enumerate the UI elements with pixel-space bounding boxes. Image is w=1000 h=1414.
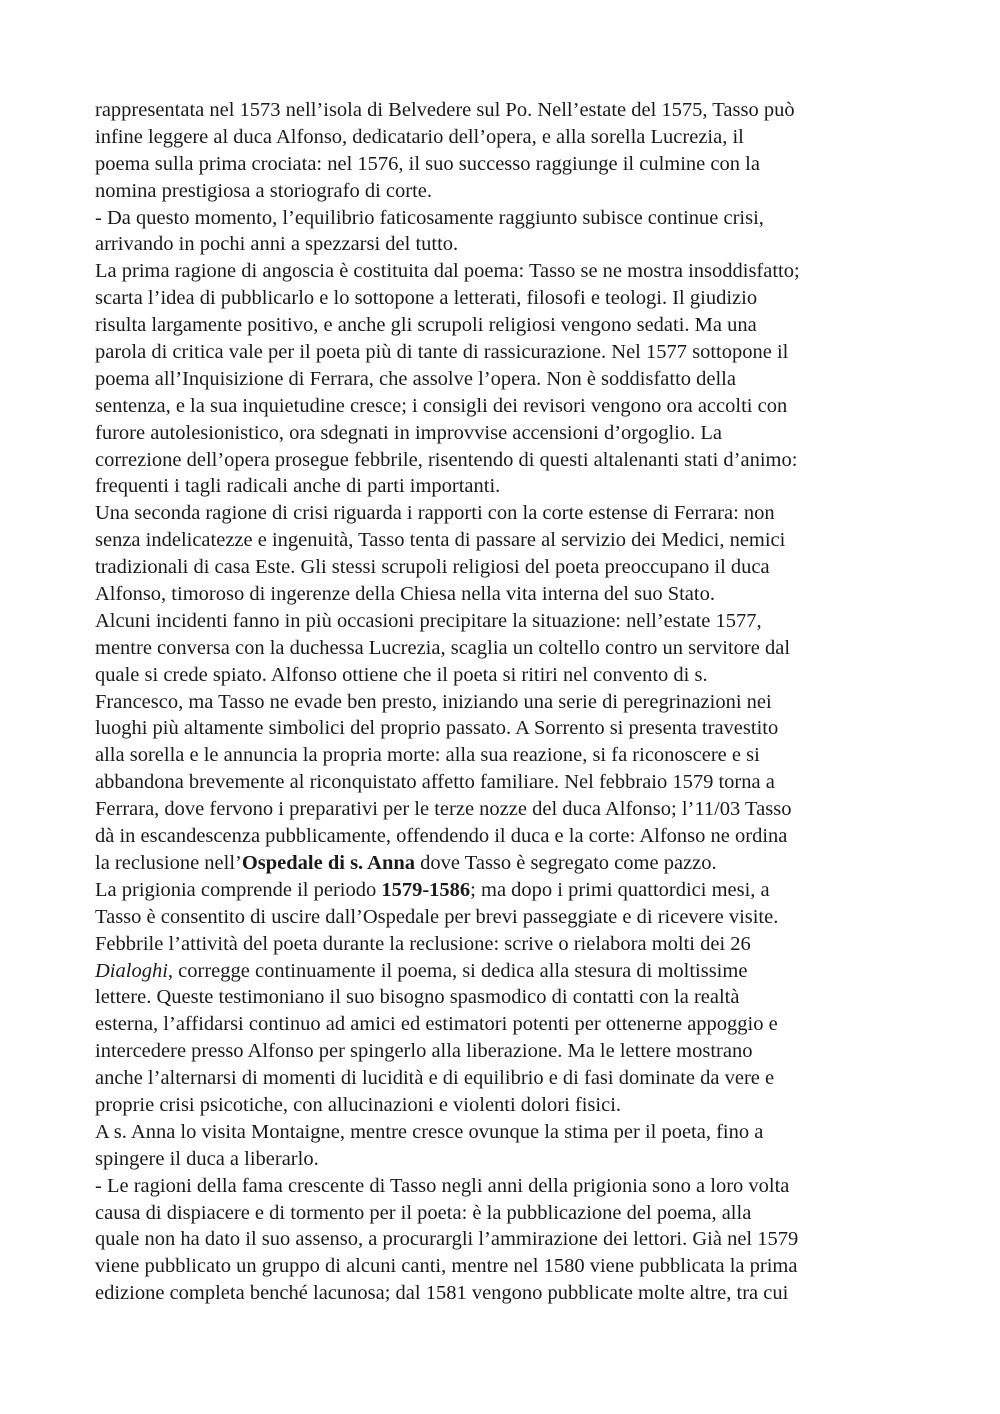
text-line: parola di critica vale per il poeta più di tante di rassicurazione. Nel 1577 sottopone il bbox=[95, 341, 789, 364]
text-line: Febbrile l’attività del poeta durante la reclusione: scrive o rielabora molti dei 26 bbox=[95, 932, 751, 955]
text-line: Ferrara, dove fervono i preparativi per le terze nozze del duca Alfonso; l’11/03 Tasso bbox=[95, 798, 792, 821]
text-span: dove Tasso è segregato come pazzo. bbox=[415, 851, 717, 874]
text-line: proprie crisi psicotiche, con allucinazioni e violenti dolori fisici. bbox=[95, 1093, 622, 1116]
text-line: rappresentata nel 1573 nell’isola di Belvedere sul Po. Nell’estate del 1575, Tasso può bbox=[95, 99, 795, 121]
text-line: senza indelicatezze e ingenuità, Tasso tenta di passare al servizio dei Medici, nemici bbox=[95, 529, 786, 552]
text-line: Tasso è consentito di uscire dall’Ospedale per brevi passeggiate e di ricevere visite. bbox=[95, 905, 779, 928]
text-span: La prigionia comprende il periodo bbox=[95, 878, 382, 901]
text-line: La prima ragione di angoscia è costituita dal poema: Tasso se ne mostra insoddisfatto; bbox=[95, 260, 800, 283]
text-line: anche l’alternarsi di momenti di lucidità e di equilibrio e di fasi dominate da vere e bbox=[95, 1067, 775, 1090]
text-line: correzione dell’opera prosegue febbrile, risentendo di questi altalenanti stati d’animo: bbox=[95, 448, 798, 471]
text-line: mentre conversa con la duchessa Lucrezia, scaglia un coltello contro un servitore dal bbox=[95, 636, 791, 659]
text-line: frequenti i tagli radicali anche di parti importanti. bbox=[95, 475, 501, 498]
text-line: Alfonso, timoroso di ingerenze della Chiesa nella vita interna del suo Stato. bbox=[95, 583, 715, 606]
text-line: intercedere presso Alfonso per spingerlo alla liberazione. Ma le lettere mostrano bbox=[95, 1040, 753, 1063]
text-line: esterna, l’affidarsi continuo ad amici ed estimatori potenti per ottenerne appoggio e bbox=[95, 1013, 778, 1036]
text-line: viene pubblicato un gruppo di alcuni canti, mentre nel 1580 viene pubblicata la prima bbox=[95, 1255, 798, 1278]
text-span: la reclusione nell’ bbox=[95, 851, 242, 874]
text-line: lettere. Queste testimoniano il suo bisogno spasmodico di contatti con la realtà bbox=[95, 986, 740, 1009]
text-line: nomina prestigiosa a storiografo di corte. bbox=[95, 179, 433, 202]
italic-dialoghi: Dialoghi bbox=[95, 959, 168, 982]
document-page bbox=[95, 97, 915, 1307]
text-line: A s. Anna lo visita Montaigne, mentre cresce ovunque la stima per il poeta, fino a bbox=[95, 1120, 764, 1143]
bold-period: 1579-1586 bbox=[381, 878, 471, 901]
text-span: ; ma dopo i primi quattordici mesi, a bbox=[470, 878, 770, 901]
text-line: furore autolesionistico, ora sdegnati in improvvise accensioni d’orgoglio. La bbox=[95, 421, 722, 444]
text-line-reclusione bbox=[95, 850, 915, 877]
text-line-prigionia bbox=[95, 877, 915, 904]
text-line: arrivando in pochi anni a spezzarsi del tutto. bbox=[95, 233, 459, 256]
text-line: alla sorella e le annuncia la propria morte: alla sua reazione, si fa riconoscere e si bbox=[95, 744, 760, 767]
text-line: tradizionali di casa Este. Gli stessi scrupoli religiosi del poeta preoccupano il duca bbox=[95, 556, 770, 579]
text-span: , corregge continuamente il poema, si dedica alla stesura di moltissime bbox=[167, 959, 748, 982]
text-line: luoghi più altamente simbolici del proprio passato. A Sorrento si presenta travestito bbox=[95, 717, 779, 740]
text-line: spingere il duca a liberarlo. bbox=[95, 1147, 319, 1170]
text-line: - Da questo momento, l’equilibrio faticosamente raggiunto subisce continue crisi, bbox=[95, 206, 764, 229]
text-line: infine leggere al duca Alfonso, dedicatario dell’opera, e alla sorella Lucrezia, il bbox=[95, 125, 744, 148]
text-line: quale non ha dato il suo assenso, a procurargli l’ammirazione dei lettori. Già nel 1579 bbox=[95, 1228, 799, 1251]
text-line: abbandona brevemente al riconquistato affetto familiare. Nel febbraio 1579 torna a bbox=[95, 771, 775, 794]
text-line: Francesco, ma Tasso ne evade ben presto, iniziando una serie di peregrinazioni nei bbox=[95, 690, 772, 713]
text-line: causa di dispiacere e di tormento per il poeta: è la pubblicazione del poema, alla bbox=[95, 1201, 752, 1224]
text-line: poema sulla prima crociata: nel 1576, il suo successo raggiunge il culmine con la bbox=[95, 152, 760, 175]
text-line-dialoghi bbox=[95, 958, 915, 985]
text-line: Alcuni incidenti fanno in più occasioni precipitare la situazione: nell’estate 1577, bbox=[95, 609, 762, 632]
text-line: poema all’Inquisizione di Ferrara, che assolve l’opera. Non è soddisfatto della bbox=[95, 367, 736, 390]
text-line: dà in escandescenza pubblicamente, offendendo il duca e la corte: Alfonso ne ordina bbox=[95, 825, 788, 848]
text-line: risulta largamente positivo, e anche gli scrupoli religiosi vengono sedati. Ma una bbox=[95, 314, 757, 337]
bold-ospedale: Ospedale di s. Anna bbox=[241, 851, 416, 874]
text-line: - Le ragioni della fama crescente di Tasso negli anni della prigionia sono a loro volta bbox=[95, 1174, 790, 1197]
text-line: quale si crede spiato. Alfonso ottiene che il poeta si ritiri nel convento di s. bbox=[95, 663, 708, 686]
text-line: sentenza, e la sua inquietudine cresce; i consigli dei revisori vengono ora accolti con bbox=[95, 394, 788, 417]
text-line: Una seconda ragione di crisi riguarda i rapporti con la corte estense di Ferrara: non bbox=[95, 502, 775, 525]
text-line: scarta l’idea di pubblicarlo e lo sottopone a letterati, filosofi e teologi. Il giudizio bbox=[95, 287, 758, 310]
text-line: edizione completa benché lacunosa; dal 1581 vengono pubblicate molte altre, tra cui bbox=[95, 1282, 789, 1305]
